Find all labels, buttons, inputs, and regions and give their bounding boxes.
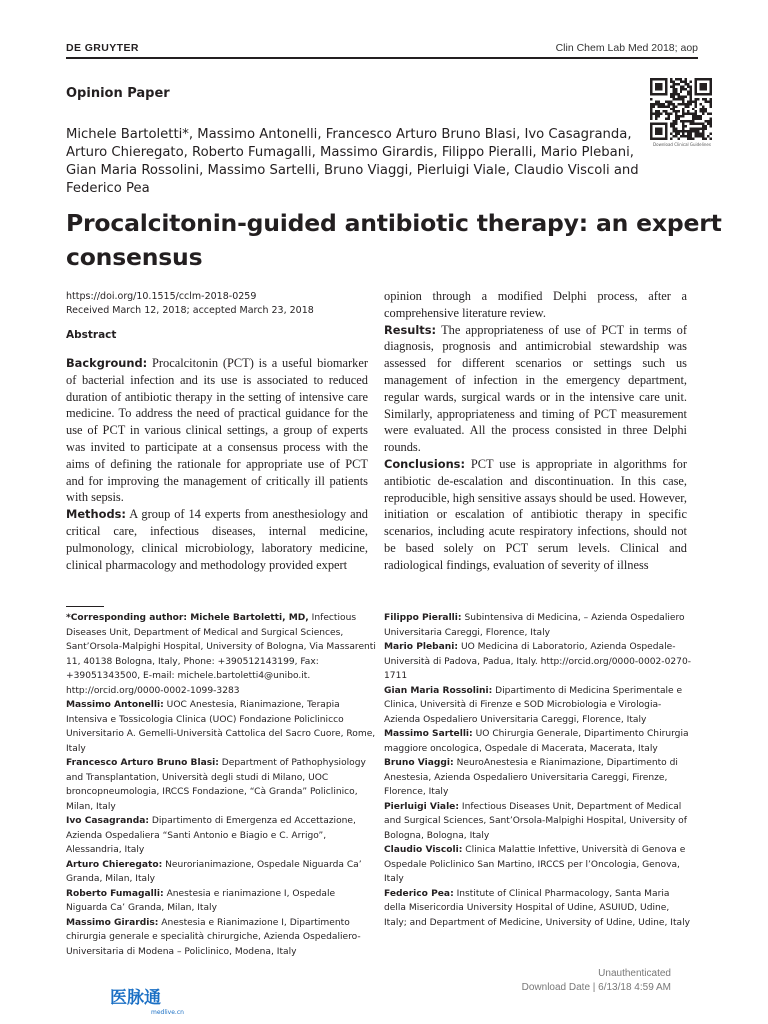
received-dates: Received March 12, 2018; accepted March 23, 2018 [66, 305, 314, 316]
affiliation-name: Massimo Girardis: [66, 917, 159, 928]
affiliation-item [66, 698, 378, 756]
affiliation-name: Arturo Chieregato: [66, 859, 163, 870]
affiliation-text: Dipartimento di Emergenza ed Accettazione, Azienda Ospedaliera “Santi Antonio e Biagio e C. Arrigo”, Alessandria, Italy [66, 816, 356, 855]
affiliation-text: Clinica Malattie Infettive, Università di Genova e Ospedale Policlinico San Martino, IRCCS per l’Oncologia, Genova, Italy [384, 845, 686, 884]
affiliation-name: Massimo Sartelli: [384, 729, 473, 739]
methods-continued: opinion through a modified Delphi process, after a comprehensive literature review. [384, 289, 687, 320]
affiliation-item [66, 756, 378, 814]
affiliation-name: Francesco Arturo Bruno Blasi: [66, 758, 219, 768]
affiliation-text: Department of Pathophysiology and Transplantation, Università degli studi di Milano, UOC broncopneumologia, IRCCS Fondazione, “Cà Granda” Policlinico, Milan, Italy [66, 758, 366, 812]
affiliation-text: NeuroAnestesia e Rianimazione, Dipartimento di Anestesia, Azienda Ospedaliero Universitaria Careggi, Firenze, Florence, Italy [384, 758, 678, 797]
affiliation-name: Mario Plebani: [384, 642, 459, 652]
affiliation-name: Claudio Viscoli: [384, 845, 463, 855]
results-label: Results: [384, 322, 437, 337]
download-date: Download Date | 6/13/18 4:59 AM [521, 982, 671, 993]
article-type: Opinion Paper [66, 86, 170, 101]
affiliation-name: Bruno Viaggi: [384, 758, 454, 768]
affiliation-item [384, 684, 694, 728]
abstract-conclusions [384, 456, 687, 574]
affiliation-item [66, 916, 378, 960]
methods-text: A group of 14 experts from anesthesiology and critical care, infectious diseases, internal medicine, pulmonology, clinical microbiology, laboratory medicine, clinical pharmacology and methodology provided expert [66, 507, 368, 572]
background-label: Background: [66, 356, 148, 370]
article-title: Procalcitonin-guided antibiotic therapy: an expert consensus [66, 209, 722, 271]
affiliation-name: Massimo Antonelli: [66, 700, 164, 710]
abstract-right-column [384, 288, 687, 574]
affiliation-item [66, 858, 378, 887]
publisher-name: DE GRUYTER [66, 42, 139, 54]
results-text: The appropriateness of use of PCT in terms of diagnosis, prognosis and antimicrobial stewardship was assessed for different scenarios or settings such us management of infection in the emergency department, regular wards, surgical wards or in the intensive care unit. Similarly, appropriateness and timing of PCT measurement were evaluated. All the process consisted in three Delphi rounds. [384, 322, 687, 455]
affiliation-name: *Corresponding author: Michele Bartoletti, MD, [66, 613, 309, 623]
affiliation-item [384, 640, 694, 684]
footnote-rule [66, 606, 104, 607]
affiliation-text: Subintensiva di Medicina, – Azienda Ospedaliero Universitaria Careggi, Florence, Italy [384, 613, 685, 638]
affiliation-name: Federico Pea: [384, 888, 454, 899]
affiliation-item [66, 814, 378, 858]
logo-subtext: medlive.cn [151, 1009, 184, 1016]
methods-label: Methods: [66, 507, 126, 522]
affiliation-text: Infectious Diseases Unit, Department of Medical and Surgical Sciences, Sant’Orsola-Malpighi Hospital, University of Bologna, Via Massarenti 11, 40138 Bologna, Italy, Phone: +390512143199, Fax: +39051343500, E-mail: michele.bartoletti4@unibo.it. http://orcid.org/0000-0002-1099-3283 [66, 613, 376, 696]
doi-link[interactable]: https://doi.org/10.1515/cclm-2018-0259 [66, 291, 257, 302]
affiliation-name: Roberto Fumagalli: [66, 888, 164, 899]
abstract-heading: Abstract [66, 329, 117, 341]
conclusions-text: PCT use is appropriate in algorithms for antibiotic de-escalation and discontinuation. In this case, reproducible, high sensitive assays should be used. However, initiation or escalation of antibiotic therapy in specific scenarios, including acute respiratory infections, should not be based solely on PCT serum levels. Clinical and radiological findings, evaluation of severity of illness [384, 456, 688, 572]
abstract-results [384, 322, 687, 456]
affiliation-item [384, 800, 694, 844]
conclusions-label: Conclusions: [384, 456, 466, 471]
auth-status: Unauthenticated [598, 968, 671, 979]
affiliation-name: Ivo Casagranda: [66, 816, 149, 826]
affiliation-item [384, 887, 694, 931]
affiliation-text: Infectious Diseases Unit, Department of Medical and Surgical Sciences, Sant’Orsola-Malpighi Hospital, University of Bologna, Bologna, Italy [384, 801, 687, 841]
affiliation-text: Institute of Clinical Pharmacology, Santa Maria della Misericordia University Hospital of Udine, ASUIUD, Udine, Italy; and Department of Medicine, University of Udine, Udine, Italy [384, 888, 690, 928]
medlive-logo [110, 984, 190, 1018]
affiliations-left [66, 611, 378, 959]
header-rule [66, 57, 698, 59]
affiliation-item [384, 727, 694, 756]
author-list: Michele Bartoletti*, Massimo Antonelli, Francesco Arturo Bruno Blasi, Ivo Casagranda, Arturo Chieregato, Roberto Fumagalli, Massimo Girardis, Filippo Pieralli, Mario Plebani, Gian Maria Rossolini, Massimo Sartelli, Bruno Viaggi, Pierluigi Viale, Claudio Viscoli and Federico Pea [66, 127, 639, 196]
affiliation-item [66, 887, 378, 916]
affiliation-text: Anestesia e rianimazione I, Ospedale Niguarda Ca’ Granda, Milan, Italy [66, 888, 336, 913]
qr-caption: Download Clinical Guidelines [653, 142, 711, 147]
affiliation-text: UO Chirurgia Generale, Dipartimento Chirurgia maggiore oncologica, Ospedale di Macerata, Macerata, Italy [384, 729, 689, 754]
affiliation-text: Neurorianimazione, Ospedale Niguarda Ca’ Granda, Milan, Italy [66, 859, 362, 884]
affiliation-item [384, 756, 694, 800]
background-text: Procalcitonin (PCT) is a useful biomarker of bacterial infection and its use is associated to reduced duration of antibiotic therapy in the setting of intensive care medicine. To address the need of practical guidance for the use of PCT in various clinical settings, a group of experts was invited to participate at a consensus process with the aims of defining the rationale for appropriate use of PCT and for improving the management of critically ill patients with sepsis. [66, 356, 368, 505]
abstract-methods [66, 506, 368, 573]
affiliation-text: UOC Anestesia, Rianimazione, Terapia Intensiva e Tossicologia Clinica (UOC) Fondazione Policlinicco Universitario A. Gemelli-Università Cattolica del Sacro Cuore, Rome, Italy [66, 700, 376, 754]
affiliation-item [384, 843, 694, 887]
abstract-background [66, 355, 368, 506]
affiliation-text: Anestesia e Rianimazione I, Dipartimento chirurgia generale e specialità chirurgiche, Azienda Ospedaliero-Universitaria di Modena – Policlinico, Modena, Italy [66, 917, 361, 957]
affiliation-name: Pierluigi Viale: [384, 801, 459, 812]
affiliations-right [384, 611, 694, 930]
journal-citation: Clin Chem Lab Med 2018; aop [555, 42, 698, 54]
affiliation-item [384, 611, 694, 640]
affiliation-name: Filippo Pieralli: [384, 613, 462, 623]
abstract-left-column [66, 355, 368, 573]
affiliation-item [66, 611, 378, 698]
affiliation-text: Dipartimento di Medicina Sperimentale e Clinica, Università di Firenze e SOD Microbiologia e Virologia-Azienda Ospedaliero Universitaria Careggi, Florence, Italy [384, 685, 683, 725]
logo-text: 医脉通 [110, 988, 161, 1008]
affiliation-name: Gian Maria Rossolini: [384, 685, 493, 696]
qr-code-icon[interactable] [650, 78, 712, 140]
affiliation-text: UO Medicina di Laboratorio, Azienda Ospedale-Università di Padova, Padua, Italy. http://orcid.org/0000-0002-0270-1711 [384, 642, 692, 681]
